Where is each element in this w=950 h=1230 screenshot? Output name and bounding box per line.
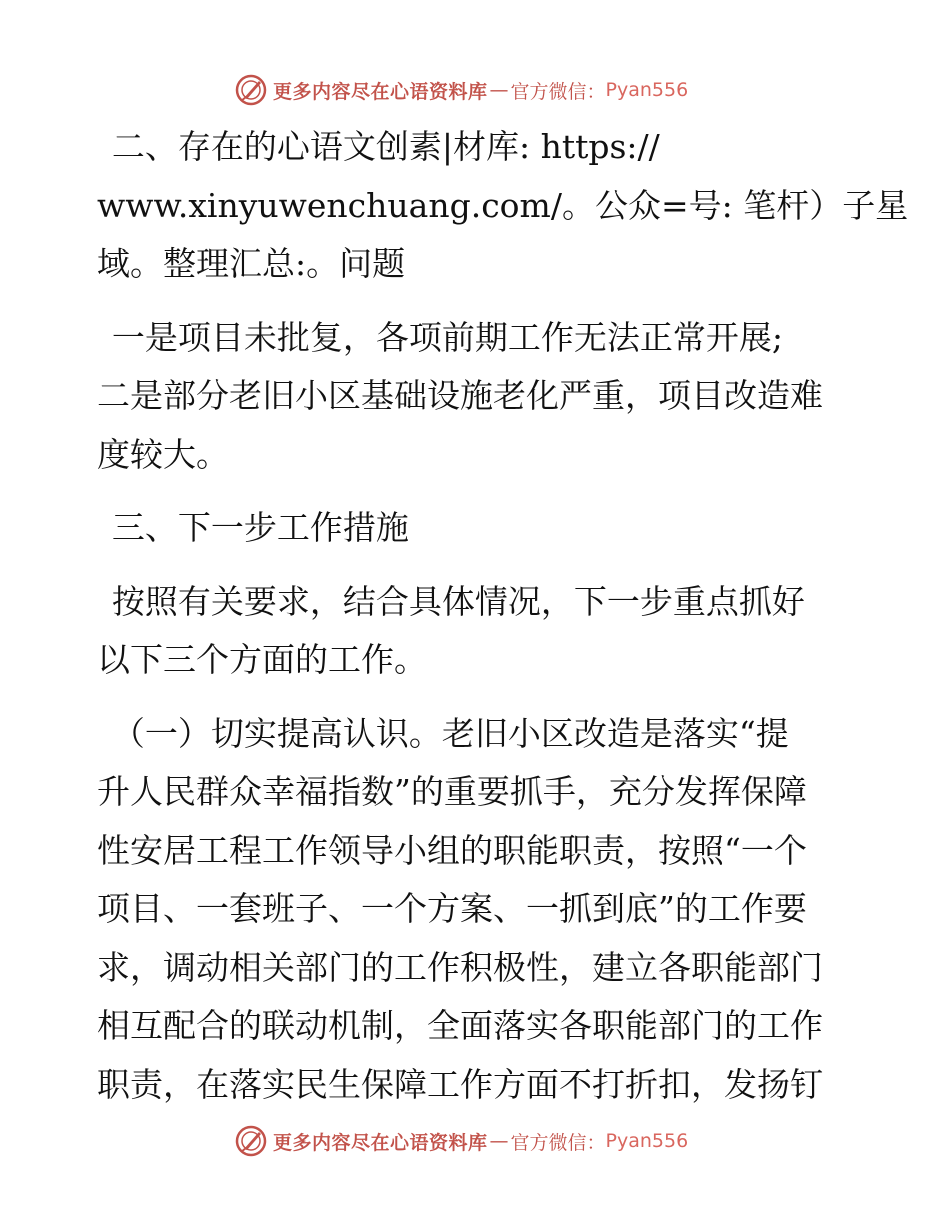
watermark-id: Pyan556 <box>605 79 689 101</box>
text-line: 域。整理汇总:。问题 <box>97 244 406 283</box>
footer-watermark <box>235 1125 688 1157</box>
watermark-dash: — <box>489 79 509 101</box>
text-line: （一）切实提高认识。老旧小区改造是落实“提 <box>111 713 789 753</box>
text-line: 三、下一步工作措施 <box>111 508 409 547</box>
text-line: 求，调动相关部门的工作积极性，建立各职能部门 <box>97 947 823 987</box>
section-two-heading <box>97 118 909 294</box>
header-watermark <box>235 74 688 106</box>
text-line: 相互配合的联动机制，全面落实各职能部门的工作 <box>97 1006 823 1045</box>
watermark-id: Pyan556 <box>605 1130 689 1152</box>
text-line: 度较大。 <box>97 434 229 474</box>
document-body <box>97 118 909 1129</box>
watermark-label: 官方微信： <box>510 1131 606 1154</box>
intro-paragraph <box>97 573 850 690</box>
watermark-dash: — <box>489 1130 509 1152</box>
text-line: 升人民群众幸福指数”的重要抓手，充分发挥保障 <box>97 772 807 811</box>
watermark-text: 更多内容尽在心语资料库 <box>273 1131 488 1154</box>
quill-logo-icon <box>235 74 267 106</box>
text-line: www.xinyuwenchuang.com/。公众=号: 笔杆）子星 <box>97 185 909 225</box>
text-line: 按照有关要求，结合具体情况，下一步重点抓好 <box>111 581 805 621</box>
watermark-label: 官方微信： <box>510 80 606 103</box>
problems-paragraph <box>97 309 850 485</box>
measure-one-paragraph <box>97 705 850 1115</box>
text-line: 职责，在落实民生保障工作方面不打折扣，发扬钉 <box>97 1064 823 1104</box>
text-line: 二、存在的心语文创素|材库: https:// <box>111 127 660 166</box>
text-line: 性安居工程工作领导小组的职能职责，按照“一个 <box>97 830 807 870</box>
text-line: 以下三个方面的工作。 <box>97 640 427 679</box>
quill-logo-icon <box>235 1125 267 1157</box>
text-line: 一是项目未批复，各项前期工作无法正常开展; <box>111 317 783 357</box>
watermark-text: 更多内容尽在心语资料库 <box>273 80 488 103</box>
text-line: 项目、一套班子、一个方案、一抓到底”的工作要 <box>97 889 807 928</box>
text-line: 二是部分老旧小区基础设施老化严重，项目改造难 <box>97 376 823 415</box>
section-three-heading <box>97 499 850 558</box>
